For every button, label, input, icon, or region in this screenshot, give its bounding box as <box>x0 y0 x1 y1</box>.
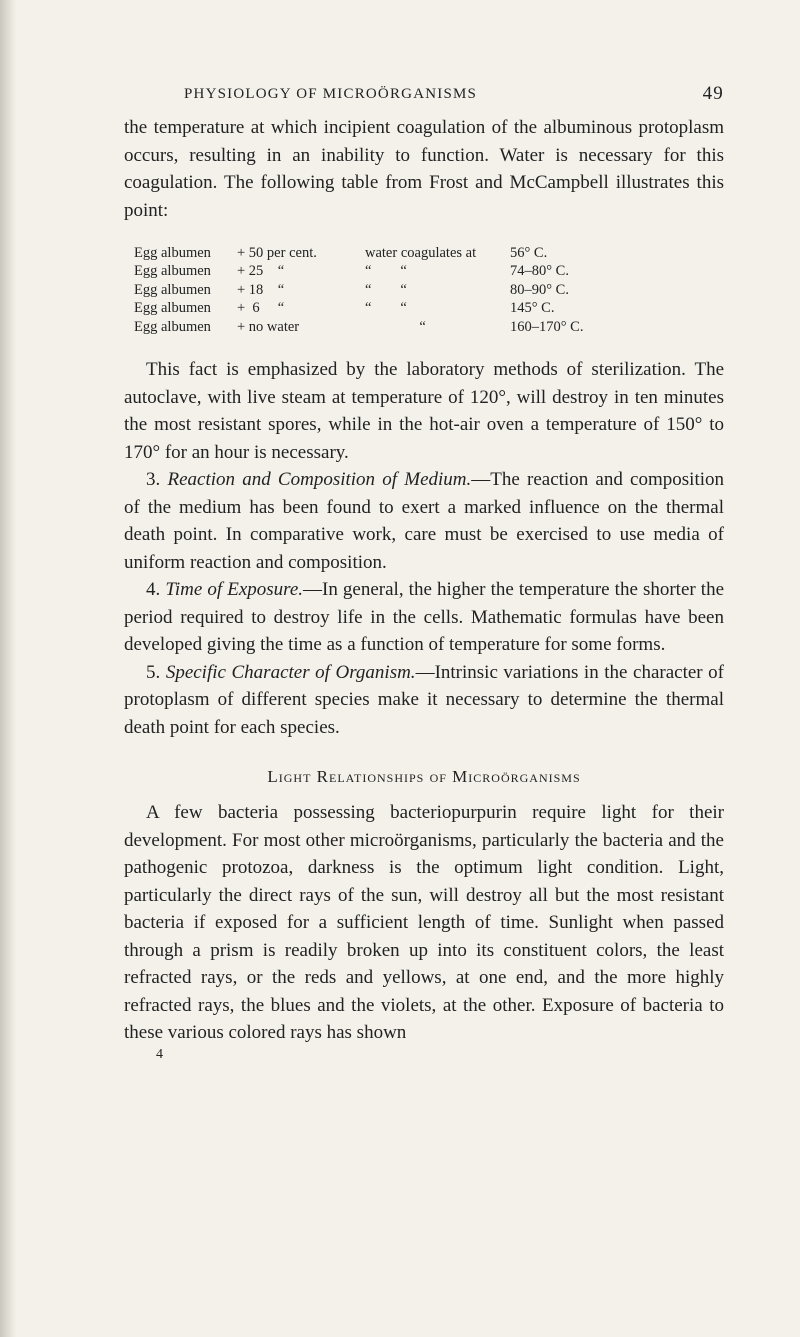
section-heading: Light Relationships of Microörganisms <box>267 767 581 787</box>
coagulation-table <box>134 244 583 336</box>
item-4-text: —In general, the higher the temperature the shorter the period required to destroy life in the cells. Mathematic formulas have been developed giving the time as a function of temperature for some forms. <box>124 579 724 656</box>
item-5-heading: Specific Character of Organism. <box>165 661 416 683</box>
row-amount: + no water <box>237 318 300 335</box>
paragraph-sterilization: This fact is emphasized by the laboratory methods of sterilization. The autoclave, with live steam at temperature of 120°, will destroy in ten minutes the most resistant spores, while in the hot-air oven a temperature of 150° to 170° for an hour is necessary. <box>124 359 724 463</box>
row-amount: + 50 per cent. <box>237 245 317 261</box>
item-3-number: 3. <box>146 469 161 491</box>
page-number: 49 <box>702 83 724 104</box>
row-temperature: 145° C. <box>510 300 555 317</box>
row-prefix: Egg albumen <box>134 281 211 298</box>
table-row <box>134 318 583 336</box>
row-amount: + 6 “ <box>237 300 285 317</box>
item-3-heading: Reaction and Composition of Medium. <box>167 469 472 491</box>
paragraph-intro: the temperature at which incipient coagulation of the albuminous protoplasm occurs, resulting in an inability to function. Water is necessary for this coagulation. The following table from Frost and McCampbell illustrates this point: <box>124 117 724 221</box>
row-temperature: 56° C. <box>510 245 548 261</box>
book-binding-edge <box>0 0 16 1337</box>
row-condition: water coagulates at <box>365 245 477 261</box>
page-body <box>124 114 724 1063</box>
item-5-text: —Intrinsic variations in the character of protoplasm of different species make it necessary to determine the thermal death point for each species. <box>124 661 724 738</box>
table-row <box>134 299 583 317</box>
running-head-title: PHYSIOLOGY OF MICROÖRGANISMS <box>184 86 478 102</box>
item-3 <box>124 466 724 576</box>
row-condition: “ “ <box>365 263 407 280</box>
table-row <box>134 244 583 262</box>
table-row <box>134 281 583 299</box>
row-temperature: 80–90° C. <box>510 281 569 298</box>
item-4 <box>124 576 724 659</box>
row-condition: “ “ <box>365 281 407 298</box>
row-condition: “ “ <box>365 300 407 317</box>
row-prefix: Egg albumen <box>134 263 211 280</box>
item-5-number: 5. <box>146 661 161 683</box>
row-condition: “ <box>365 318 426 335</box>
item-4-number: 4. <box>146 579 161 601</box>
paragraph-light: A few bacteria possessing bacteriopurpurin require light for their development. For most other microörganisms, particularly the bacteria and the pathogenic protozoa, darkness is the optimum light condition. Light, particularly the direct rays of the sun, will destroy all but the most resistant bacteria if exposed for a sufficient length of time. Sunlight when passed through a prism is readily broken up into its constituent colors, the least refracted rays, or the reds and yellows, at one end, and the more highly refracted rays, the blues and the violets, at the other. Exposure of bacteria to these various colored rays has shown <box>124 802 724 1044</box>
row-amount: + 18 “ <box>237 281 285 298</box>
table-row <box>134 262 583 280</box>
item-3-text: —The reaction and composition of the medium has been found to exert a marked influence on the thermal death point. In comparative work, care must be exercised to use media of uniform reaction and composition. <box>124 469 724 573</box>
row-temperature: 160–170° C. <box>510 318 584 335</box>
item-5 <box>124 659 724 742</box>
row-prefix: Egg albumen <box>134 245 211 261</box>
signature-mark: 4 <box>156 1046 163 1062</box>
row-amount: + 25 “ <box>237 263 285 280</box>
row-prefix: Egg albumen <box>134 300 211 317</box>
row-temperature: 74–80° C. <box>510 263 569 280</box>
item-4-heading: Time of Exposure. <box>165 579 304 601</box>
row-prefix: Egg albumen <box>134 318 211 335</box>
